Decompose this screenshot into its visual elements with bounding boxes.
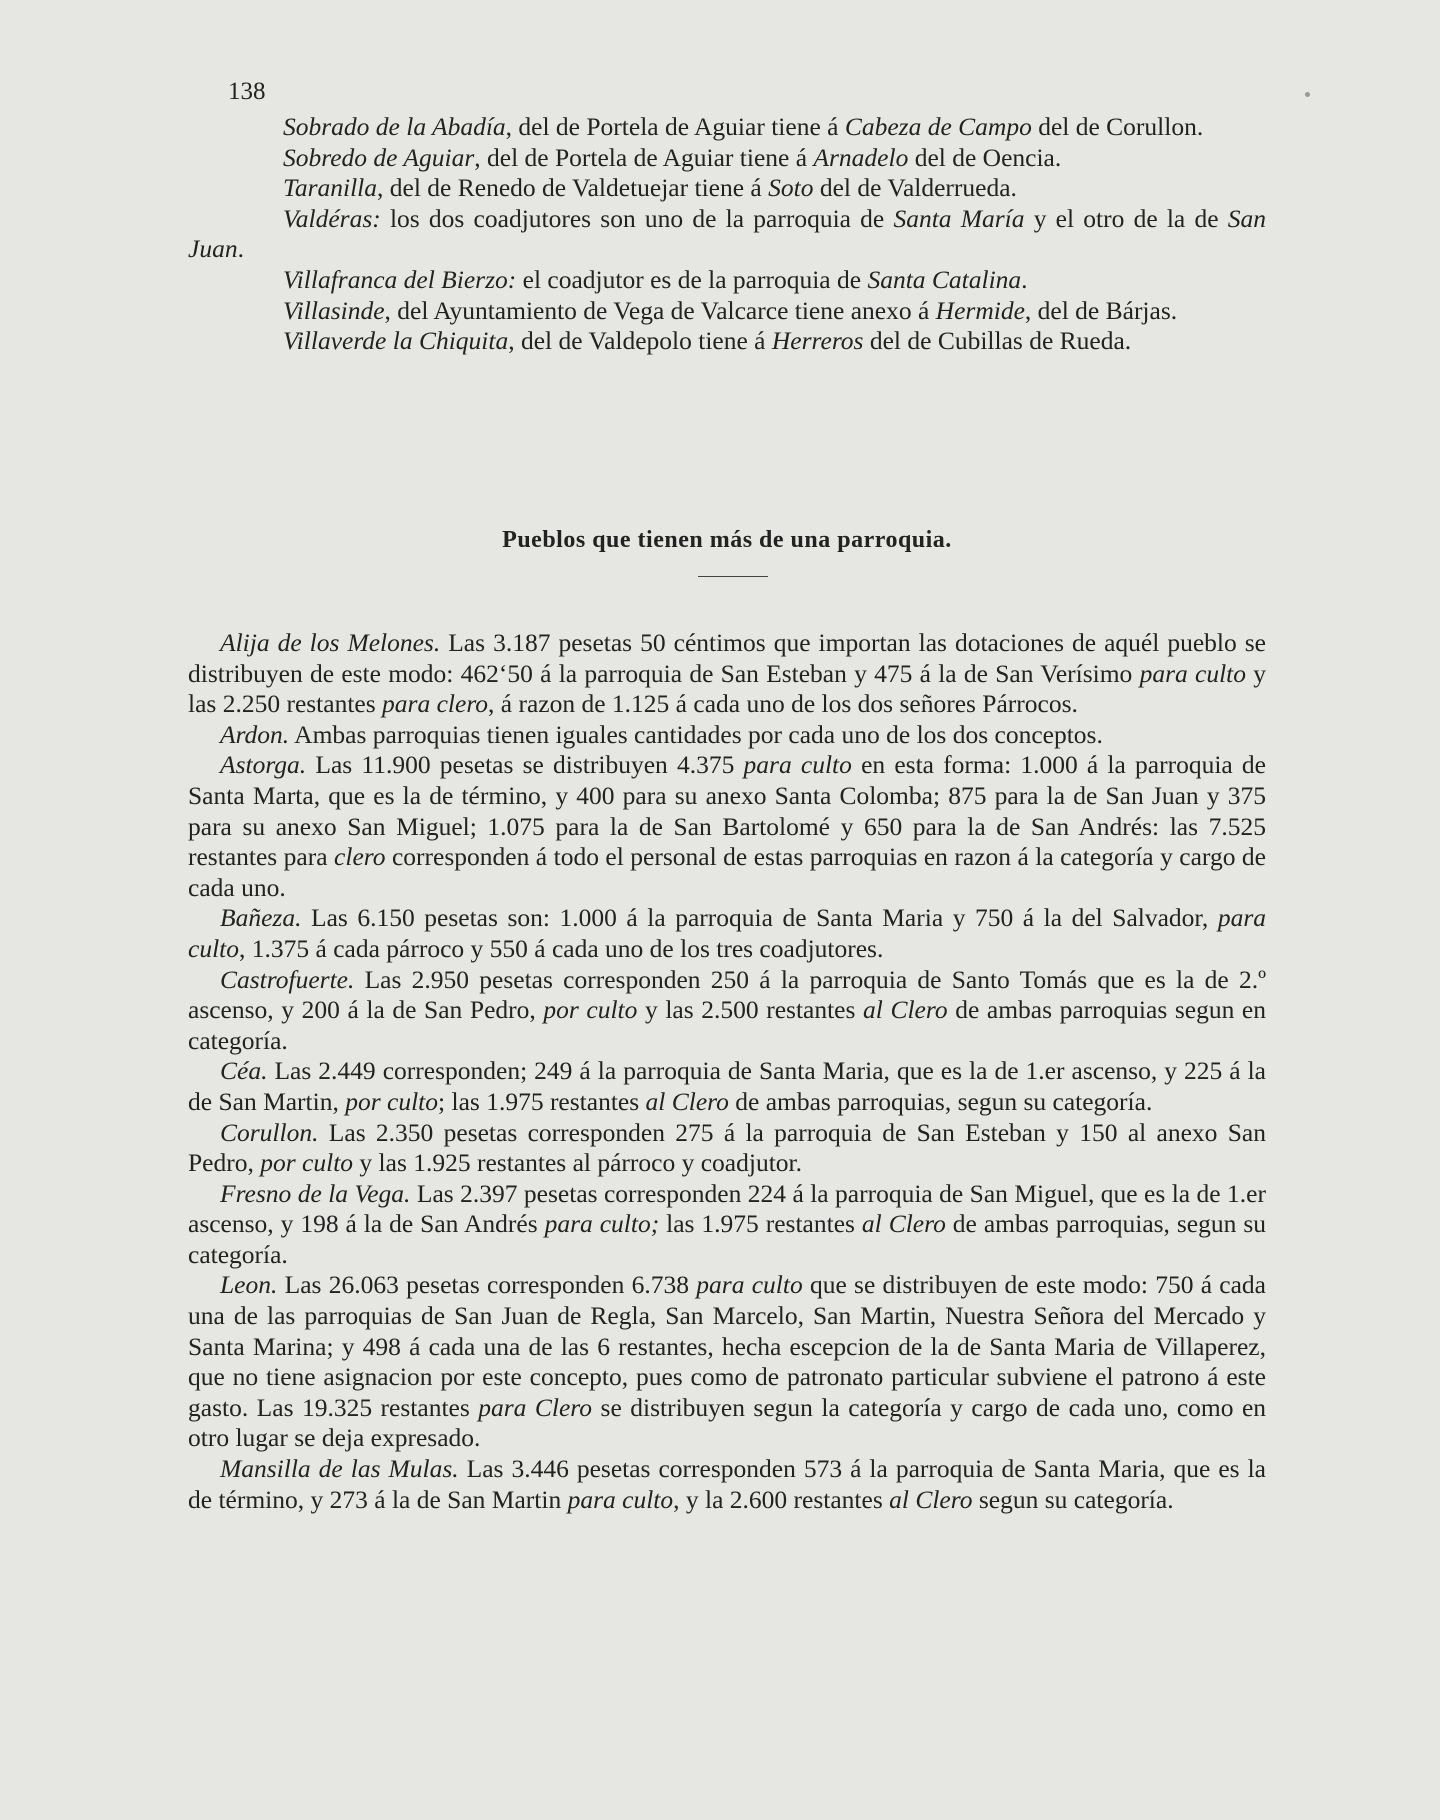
entry-paragraph — [188, 326, 1266, 357]
italic-phrase: Hermide — [935, 295, 1025, 325]
italic-phrase: San Juan — [188, 203, 1266, 264]
entry-paragraph — [188, 173, 1266, 204]
italic-phrase: Soto — [768, 173, 814, 203]
entry-text: las 1.975 restantes — [659, 1209, 862, 1239]
place-name: Corullon. — [220, 1117, 319, 1147]
place-name: Mansilla de las Mulas. — [220, 1454, 459, 1484]
place-name: Villaverde la Chiquita — [283, 326, 509, 356]
place-name: Sobrado de la Abadía — [283, 112, 506, 141]
italic-phrase: para culto — [188, 903, 1266, 963]
entry-text: . — [1021, 264, 1028, 294]
place-name: Leon. — [220, 1270, 278, 1300]
italic-phrase: Santa Catalina — [867, 264, 1022, 294]
entry-text: de ambas parroquias segun en categoría. — [188, 995, 1266, 1055]
entry-text: y las 2.500 restantes — [637, 995, 864, 1025]
entry-text: y las 2.250 restantes — [188, 658, 1267, 719]
place-name: Astorga. — [220, 750, 307, 780]
place-name: Alija de los Melones. — [220, 628, 441, 657]
entry-text: y el otro de la de — [1024, 203, 1228, 233]
entry-text: ; las 1.975 restantes — [438, 1086, 646, 1116]
italic-phrase: al Clero — [645, 1086, 729, 1116]
italic-phrase: al Clero — [889, 1484, 973, 1514]
entry-text: del de Corullon. — [1031, 112, 1204, 141]
entry-text: , á razon de 1.125 á cada uno de los dos señores Párrocos. — [488, 689, 1078, 719]
entry-paragraph — [188, 1118, 1266, 1179]
italic-phrase: clero — [334, 842, 386, 872]
entry-text: , del de Portela de Aguiar tiene á — [505, 112, 845, 141]
entry-text: del de Cubillas de Rueda. — [863, 326, 1132, 356]
entry-paragraph — [188, 1454, 1266, 1515]
place-name: Fresno de la Vega. — [220, 1178, 411, 1208]
entry-text: . — [237, 234, 244, 264]
entry-text: del de Valderrueda. — [813, 173, 1017, 203]
italic-phrase: al Clero — [863, 995, 948, 1025]
italic-phrase: para clero — [382, 689, 489, 719]
place-name: Valdéras: — [283, 203, 381, 233]
top-entries — [188, 112, 1266, 357]
place-name: Céa. — [220, 1056, 268, 1086]
entry-text: el coadjutor es de la parroquia de — [516, 264, 868, 294]
entry-paragraph — [188, 204, 1266, 265]
entry-paragraph — [188, 143, 1266, 174]
place-name: Villasinde — [283, 295, 385, 325]
entry-text: , del de Bárjas. — [1024, 295, 1178, 325]
entry-paragraph — [188, 1270, 1266, 1454]
italic-phrase: por culto — [345, 1086, 439, 1116]
entry-text: , del de Renedo de Valdetuejar tiene á — [377, 173, 769, 203]
italic-phrase: para culto — [743, 750, 852, 780]
paper-speck — [1305, 92, 1310, 97]
place-name: Villafranca del Bierzo: — [283, 264, 517, 294]
italic-phrase: para Clero — [478, 1392, 593, 1422]
entry-text: Las 11.900 pesetas se distribuyen 4.375 — [306, 750, 744, 780]
place-name: Sobredo de Aguiar — [283, 142, 475, 172]
italic-phrase: al Clero — [861, 1209, 946, 1239]
entry-paragraph — [188, 628, 1266, 720]
entry-text: Las 2.950 pesetas corresponden 250 á la parroquia de Santo Tomás que es la de 2.º ascenso, y 200 á la de San Pedro, — [188, 964, 1266, 1025]
entry-text: , y la 2.600 restantes — [673, 1484, 890, 1514]
italic-phrase: para culto — [696, 1270, 803, 1300]
place-name: Taranilla — [283, 173, 378, 203]
entry-text: que se distribuyen de este modo: 750 á cada una de las parroquias de San Juan de Regla, San Marcelo, San Martin, Nuestra Señora del Mercado y Santa Marina; y 498 á cada una de las 6 restantes, hecha escepcion de la de Santa Maria de Villaperez, que no tiene asignacion por este concepto, pues como de patronato particular subviene el patrono á este gasto. Las 19.325 restantes — [188, 1270, 1266, 1422]
page-number: 138 — [228, 78, 266, 105]
place-name: Bañeza. — [220, 903, 302, 933]
entry-paragraph — [188, 750, 1266, 903]
entry-text: Las 3.446 pesetas corresponden 573 á la parroquia de Santa Maria, que es la de término, y 273 á la de San Martin — [188, 1454, 1267, 1514]
italic-phrase: para culto — [567, 1484, 674, 1514]
italic-phrase: Arnadelo — [813, 142, 909, 172]
place-name: Castrofuerte. — [220, 964, 355, 994]
entry-text: los dos coadjutores son uno de la parroquia de — [380, 203, 894, 233]
section-heading: Pueblos que tienen más de una parroquia. — [502, 527, 952, 553]
entry-text: , 1.375 á cada párroco y 550 á cada uno de los tres coadjutores. — [239, 933, 884, 963]
entry-text: se distribuyen segun la categoría y cargo de cada uno, como en otro lugar se deja expresado. — [188, 1392, 1267, 1453]
entry-text: Las 26.063 pesetas corresponden 6.738 — [277, 1270, 697, 1300]
entry-text: Las 2.449 corresponden; 249 á la parroquia de Santa Maria, que es la de 1.er ascenso, y 225 á la de San Martin, — [188, 1056, 1266, 1116]
entry-text: en esta forma: 1.000 á la parroquia de Santa Marta, que es la de término, y 400 para su anexo Santa Colomba; 875 para la de San Juan y 375 para su anexo San Miguel; 1.075 para la de San Bartolomé y 650 para la de San Andrés: las 7.525 restantes para — [188, 750, 1266, 872]
italic-phrase: Cabeza de Campo — [844, 112, 1032, 141]
entry-text: Las 3.187 pesetas 50 céntimos que importan las dotaciones de aquél pueblo se distribuyen de este modo: 462‘50 á la parroquia de San Esteban y 475 á la de San Verísimo — [188, 628, 1266, 688]
entry-paragraph — [188, 112, 1266, 143]
entry-text: Las 2.350 pesetas corresponden 275 á la parroquia de San Esteban y 150 al anexo San Pedro, — [188, 1117, 1266, 1178]
entry-paragraph — [188, 296, 1266, 327]
italic-phrase: para culto; — [544, 1209, 660, 1239]
bottom-entries — [188, 628, 1266, 1515]
entry-text: segun su categoría. — [972, 1484, 1174, 1514]
entry-text: , del de Valdepolo tiene á — [508, 326, 772, 356]
entry-text: de ambas parroquias, segun su categoría. — [188, 1209, 1266, 1269]
entry-text: Las 6.150 pesetas son: 1.000 á la parroquia de Santa Maria y 750 á la del Salvador, — [301, 903, 1218, 933]
entry-text: Ambas parroquias tienen iguales cantidades por cada uno de los dos conceptos. — [289, 719, 1103, 749]
italic-phrase: Herreros — [771, 326, 864, 356]
entry-text: , del de Portela de Aguiar tiene á — [474, 142, 814, 172]
entry-paragraph — [188, 720, 1266, 751]
entry-text: Las 2.397 pesetas corresponden 224 á la parroquia de San Miguel, que es la de 1.er ascenso, y 198 á la de San Andrés — [188, 1178, 1266, 1239]
entry-text: del de Oencia. — [908, 142, 1062, 172]
entry-text: corresponden á todo el personal de estas parroquias en razon á la categoría y cargo de cada uno. — [188, 842, 1267, 902]
entry-text: de ambas parroquias, segun su categoría. — [728, 1086, 1153, 1116]
entry-paragraph — [188, 965, 1266, 1057]
entry-paragraph — [188, 1056, 1266, 1117]
entry-paragraph — [188, 1179, 1266, 1271]
entry-text: , del Ayuntamiento de Vega de Valcarce tiene anexo á — [384, 295, 936, 325]
entry-paragraph — [188, 265, 1266, 296]
place-name: Ardon. — [220, 719, 290, 749]
heading-rule — [698, 576, 768, 577]
entry-text: y las 1.925 restantes al párroco y coadjutor. — [353, 1148, 802, 1178]
italic-phrase: por culto — [260, 1148, 354, 1178]
italic-phrase: Santa María — [893, 203, 1025, 233]
entry-paragraph — [188, 903, 1266, 964]
italic-phrase: para culto — [1139, 658, 1246, 688]
italic-phrase: por culto — [543, 995, 638, 1025]
